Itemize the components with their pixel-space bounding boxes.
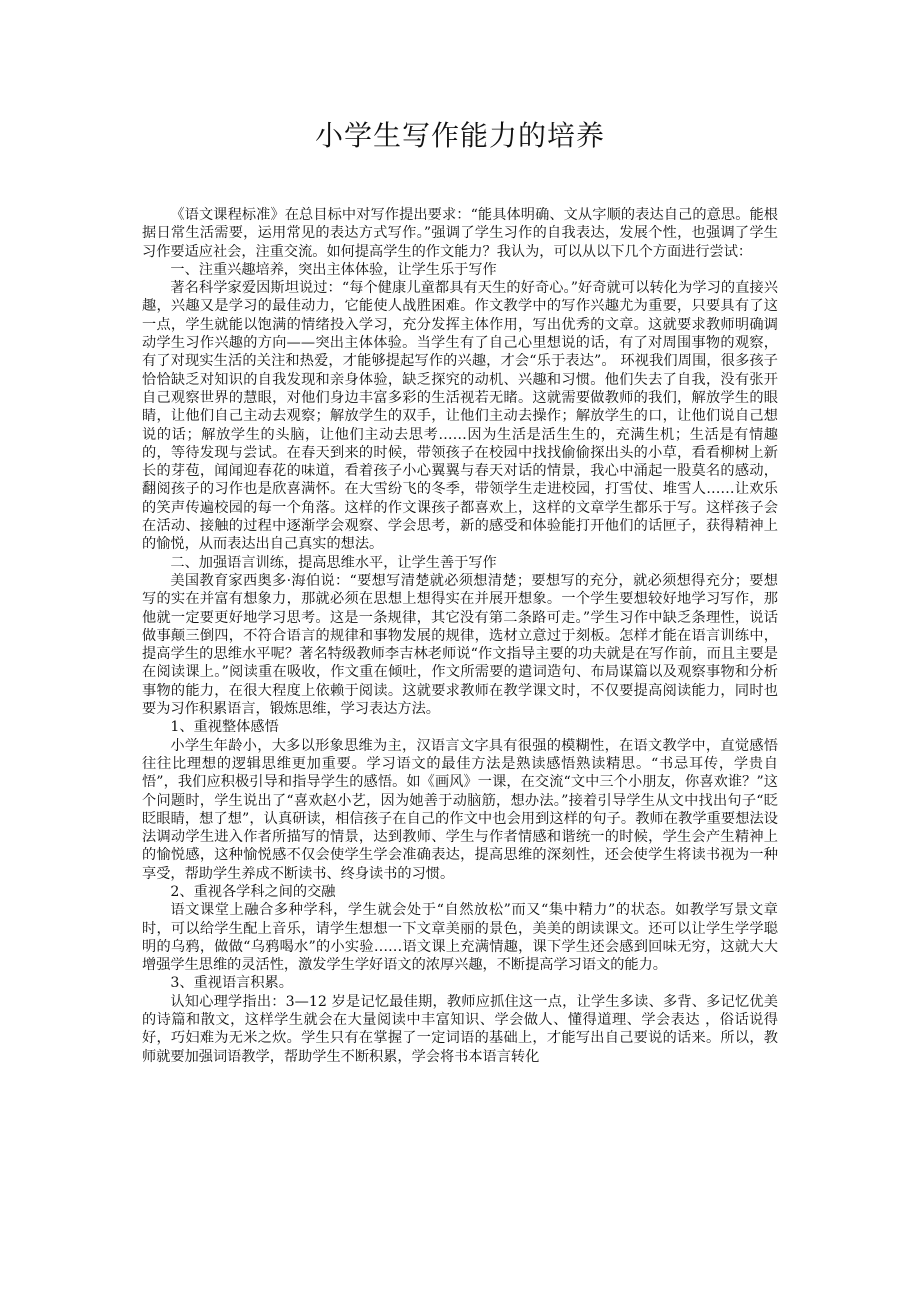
- paragraph-sub-3: 认知心理学指出：3—12 岁是记忆最佳期，教师应抓住这一点，让学生多读、多背、多记忆优美的诗篇和散文，这样学生就会在大量阅读中丰富知识、学会做人、懂得道理、学会表达 ，俗话说得好，巧妇难为无米之炊。学生只有在掌握了一定词语的基础上，才能写出自己要说的话来。所以，教师就要加强词语教学，帮助学生不断积累，学会将书本语言转化: [142, 993, 778, 1065]
- paragraph-section-1: 著名科学家爱因斯坦说过：“每个健康儿童都具有天生的好奇心。”好奇就可以转化为学习的直接兴趣，兴趣又是学习的最佳动力，它能使人战胜困难。作文教学中的写作兴趣尤为重要，只要具有了这一点，学生就能以饱满的情绪投入学习，充分发挥主体作用，写出优秀的文章。这就要求教师明确调动学生习作兴趣的方向——突出主体体验。当学生有了自己心里想说的话，有了对周围事物的观察，有了对现实生活的关注和热爱，才能够提起写作的兴趣，才会“乐于表达”。 环视我们周围，很多孩子恰恰缺乏对知识的自我发现和亲身体验，缺乏探究的动机、兴趣和习惯。他们失去了自我，没有张开自己观察世界的慧眼，对他们身边丰富多彩的生活视若无睹。这就需要做教师的我们，解放学生的眼睛，让他们自己主动去观察；解放学生的双手，让他们主动去操作；解放学生的口，让他们说自己想说的话；解放学生的头脑，让他们主动去思考……因为生活是活生生的，充满生机；生活是有情趣的，等待发现与尝试。在春天到来的时候，带领孩子在校园中找找偷偷探出头的小草，看看柳树上新长的芽苞，闻闻迎春花的味道，看着孩子小心翼翼与春天对话的情景，我心中涌起一股莫名的感动，翻阅孩子的习作也是欣喜满怀。在大雪纷飞的冬季，带领学生走进校园，打雪仗、堆雪人……让欢乐的笑声传遍校园的每一个角落。这样的作文课孩子都喜欢上，这样的文章学生都乐于写。这样孩子会在活动、接触的过程中逐渐学会观察、学会思考，新的感受和体验能打开他们的话匣子，获得精神上的愉悦，从而表达出自己真实的想法。: [142, 280, 778, 553]
- section-heading-1: 一、注重兴趣培养，突出主体体验，让学生乐于写作: [170, 261, 497, 278]
- paragraph-sub-2: 语文课堂上融合多种学科，学生就会处于“自然放松”而又“集中精力”的状态。如教学写景文章时，可以给学生配上音乐，请学生想想一下文章美丽的景色，美美的朗读课文。还可以让学生学学聪明的乌鸦，做做“乌鸦喝水”的小实验……语文课上充满情趣，课下学生还会感到回味无穷，这就大大增强学生思维的灵活性，激发学生学好语文的浓厚兴趣，不断提高学习语文的能力。: [142, 902, 778, 974]
- section-heading-2: 二、加强语言训练，提高思维水平，让学生善于写作: [170, 554, 497, 571]
- paragraph-section-2: 美国教育家西奥多·海伯说：“要想写清楚就必须想清楚；要想写的充分，就必须想得充分；要想写的实在并富有想象力，那就必须在思想上想得实在并展开想象。一个学生要想较好地学习写作，那他就一定要更好地学习思考。这是一条规律，其它没有第二条路可走。”学生习作中缺乏条理性，说话做事颠三倒四，不符合语言的规律和事物发展的规律，选材立意过于刻板。怎样才能在语言训练中，提高学生的思维水平呢？著名特级教师李吉林老师说“作文指导主要的功夫就是在写作前，而且主要是在阅读课上。”阅读重在吸收，作文重在倾吐，作文所需要的遣词造句、布局谋篇以及观察事物和分析事物的能力，在很大程度上依赖于阅读。这就要求教师在教学课文时，不仅要提高阅读能力，同时也要为习作积累语言，锻炼思维，学习表达方法。: [142, 572, 778, 718]
- paragraph-intro: 《语文课程标准》在总目标中对写作提出要求：“能具体明确、文从字顺的表达自己的意思。能根据日常生活需要，运用常见的表达方式写作。”强调了学生习作的自我表达，发展个性，也强调了学生习作要适应社会，注重交流。如何提高学生的作文能力？我认为，可以从以下几个方面进行尝试：: [142, 207, 778, 260]
- subheading-1: 1、重视整体感悟: [170, 719, 279, 736]
- document-title: 小学生写作能力的培养: [314, 119, 605, 152]
- paragraph-sub-1: 小学生年龄小，大多以形象思维为主，汉语言文字具有很强的模糊性，在语文教学中，直觉感悟往往比理想的逻辑思维更加重要。学习语文的最佳方法是熟读感悟熟读精思。“书忌耳传，学贵自悟”，我们应积极引导和指导学生的感悟。如《画风》一课，在交流“文中三个小朋友，你喜欢谁？”这个问题时，学生说出了“喜欢赵小艺，因为她善于动脑筋，想办法。”接着引导学生从文中找出句子“眨眨眼睛，想了想”，认真研读，相信孩子在自己的作文中也会用到这样的句子。教师在教学重要想法设法调动学生进入作者所描写的情景，达到教师、学生与作者情感和谐统一的时候，学生会产生精神上的愉悦感，这种愉悦感不仅会使学生学会准确表达，提高思维的深刻性，还会使学生将读书视为一种享受，帮助学生养成不断读书、终身读书的习惯。: [142, 737, 778, 882]
- subheading-2: 2、重视各学科之间的交融: [170, 883, 336, 900]
- subheading-3: 3、重视语言积累。: [170, 975, 293, 992]
- document-body: [142, 206, 778, 1066]
